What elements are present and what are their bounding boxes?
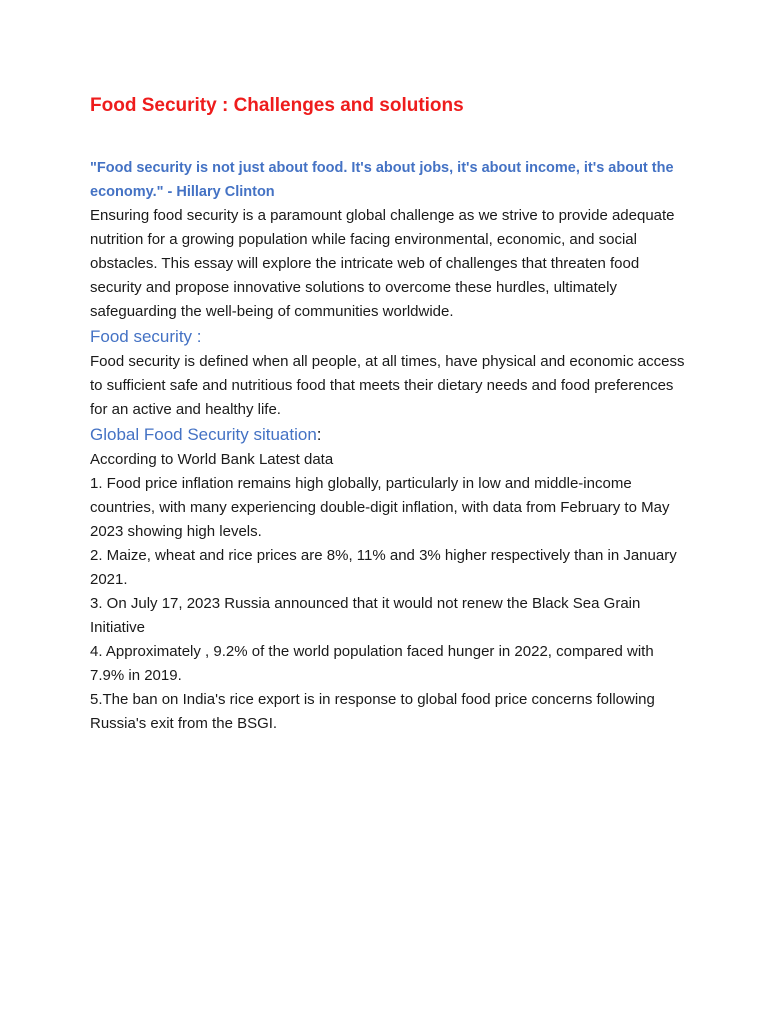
list-item-5: 5.The ban on India's rice export is in response to global food price concerns following Russia's exit from the BSGI. xyxy=(90,691,655,732)
list-item-4: 4. Approximately , 9.2% of the world population faced hunger in 2022, compared with 7.9% in 2019. xyxy=(90,643,654,684)
heading-global-colon: : xyxy=(316,425,322,444)
food-security-definition: Food security is defined when all people, at all times, have physical and economic access to sufficient safe and nutritious food that meets their dietary needs and food preferences for an active and healthy life. xyxy=(90,353,685,418)
list-item-2: 2. Maize, wheat and rice prices are 8%, 11% and 3% higher respectively than in January 2021. xyxy=(90,547,677,588)
heading-food-security: Food security : xyxy=(90,327,202,346)
document-page xyxy=(90,92,690,736)
list-item-3: 3. On July 17, 2023 Russia announced that it would not renew the Black Sea Grain Initiative xyxy=(90,595,641,636)
list-item-1: 1. Food price inflation remains high globally, particularly in low and middle-income countries, with many experiencing double-digit inflation, with data from February to May 2023 showing high levels. xyxy=(90,475,670,540)
opening-quote: "Food security is not just about food. It's about jobs, it's about income, it's about the economy." - Hillary Clinton xyxy=(90,160,674,200)
intro-paragraph: Ensuring food security is a paramount global challenge as we strive to provide adequate nutrition for a growing population while facing environmental, economic, and social obstacles. This essay will explore the intricate web of challenges that threaten food security and propose innovative solutions to overcome these hurdles, ultimately safeguarding the well-being of communities worldwide. xyxy=(90,207,675,320)
according-line: According to World Bank Latest data xyxy=(90,451,334,468)
heading-global-situation-text: Global Food Security situation xyxy=(90,425,317,444)
document-title: Food Security : Challenges and solutions xyxy=(90,95,464,116)
heading-global-situation xyxy=(90,422,690,448)
